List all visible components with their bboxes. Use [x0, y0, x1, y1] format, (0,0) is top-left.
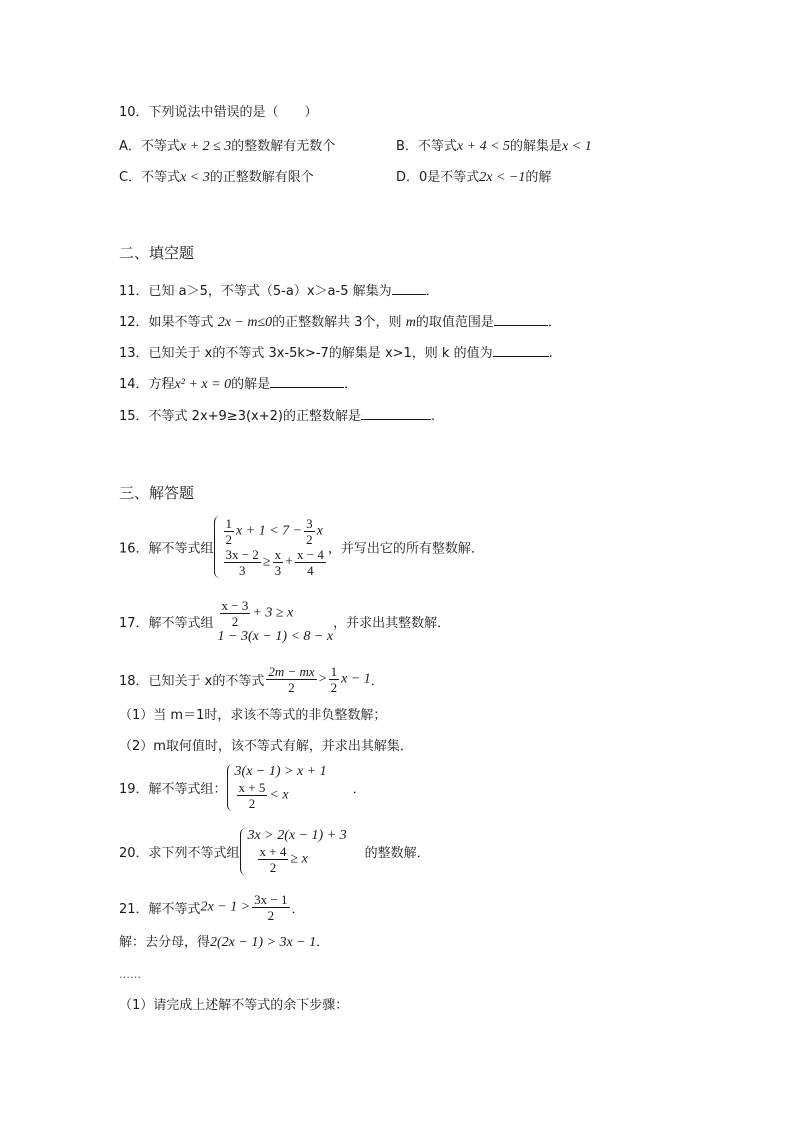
q20: 20．求下列不等式组 3x > 2(x − 1) + 3 $\frac{x + 4}{2}$ ≥ x 的整数解． [119, 828, 430, 875]
q10-option-d: D．0是不等式2x < −1的解 [396, 170, 552, 185]
q19: 19．解不等式组： 3(x − 1) > x + 1 $\frac{x + 5}{2}$ < x ． [119, 764, 366, 811]
q12: 12．如果不等式 2x − m≤0的正整数解共 3个，则 m的取值范围是 ． [119, 312, 561, 332]
q18-part2: （2）m取何值时，该不等式有解，并求出其解集． [119, 739, 413, 754]
q21: 21．解不等式2x − 1 > $\frac{3x - 1}{2}$ ． [119, 892, 305, 923]
q19-system: 3(x − 1) > x + 1 $\frac{x + 5}{2}$ < x [227, 764, 327, 811]
q17-system: $\frac{x - 3}{2}$ + 3 ≥ x 1 − 3(x − 1) < 8 − x [217, 598, 334, 644]
section-fill-in-heading: 二、填空题 [119, 244, 195, 262]
q14: 14．方程x² + x = 0的解是 ． [119, 374, 357, 394]
q21-part1: （1）请完成上述解不等式的余下步骤： [119, 998, 349, 1013]
q18: 18．已知关于 x的不等式 $\frac{2m - mx}{2}$ > $\frac{1}{2}$ x − 1． [119, 664, 384, 695]
q10-option-a: A．不等式x + 2 ≤ 3的整数解有无数个 [119, 139, 336, 154]
q17: 17．解不等式组 $\frac{x - 3}{2}$ + 3 ≥ x 1 − 3(x − 1) < 8 − x ，并求出其整数解． [119, 598, 451, 644]
q16: 16．解不等式组 $\frac{1}{2}$ x + 1 < 7 − $\frac{3}{2}$ x $\frac{3x - 2}{3}$ ≥ $\frac{x}{3}$ + $\frac{x - 4}{4}$ ，并写出它的所有整数解． [119, 516, 484, 578]
answer-blank [270, 374, 344, 388]
answer-blank [392, 281, 426, 295]
answer-blank [361, 406, 431, 420]
q13: 13．已知关于 x的不等式 3x-5k>-7的解集是 x>1，则 k 的值为 . [119, 343, 553, 363]
answer-blank [494, 312, 548, 326]
q18-part1: （1）当 m＝1时，求该不等式的非负整数解； [119, 708, 387, 723]
q10-option-c: C．不等式x < 3的正整数解有限个 [119, 170, 314, 185]
q10-option-b: B．不等式x + 4 < 5的解集是x < 1 [396, 139, 592, 154]
answer-blank [493, 343, 549, 357]
section-solution-heading: 三、解答题 [119, 484, 195, 502]
q16-system: $\frac{1}{2}$ x + 1 < 7 − $\frac{3}{2}$ x $\frac{3x - 2}{3}$ ≥ $\frac{x}{3}$ + $\frac{x - 4}{4}$ [214, 516, 328, 578]
q21-solution: 解：去分母，得2(2x − 1) > 3x − 1． [119, 935, 330, 950]
ellipsis: …… [119, 968, 141, 981]
q10-stem: 10．下列说法中错误的是（ ） [119, 105, 318, 120]
q11: 11．已知 a＞5，不等式（5-a）x＞a-5 解集为 ． [119, 281, 439, 301]
q15: 15．不等式 2x+9≥3(x+2)的正整数解是 . [119, 406, 435, 426]
q20-system: 3x > 2(x − 1) + 3 $\frac{x + 4}{2}$ ≥ x [240, 828, 347, 875]
